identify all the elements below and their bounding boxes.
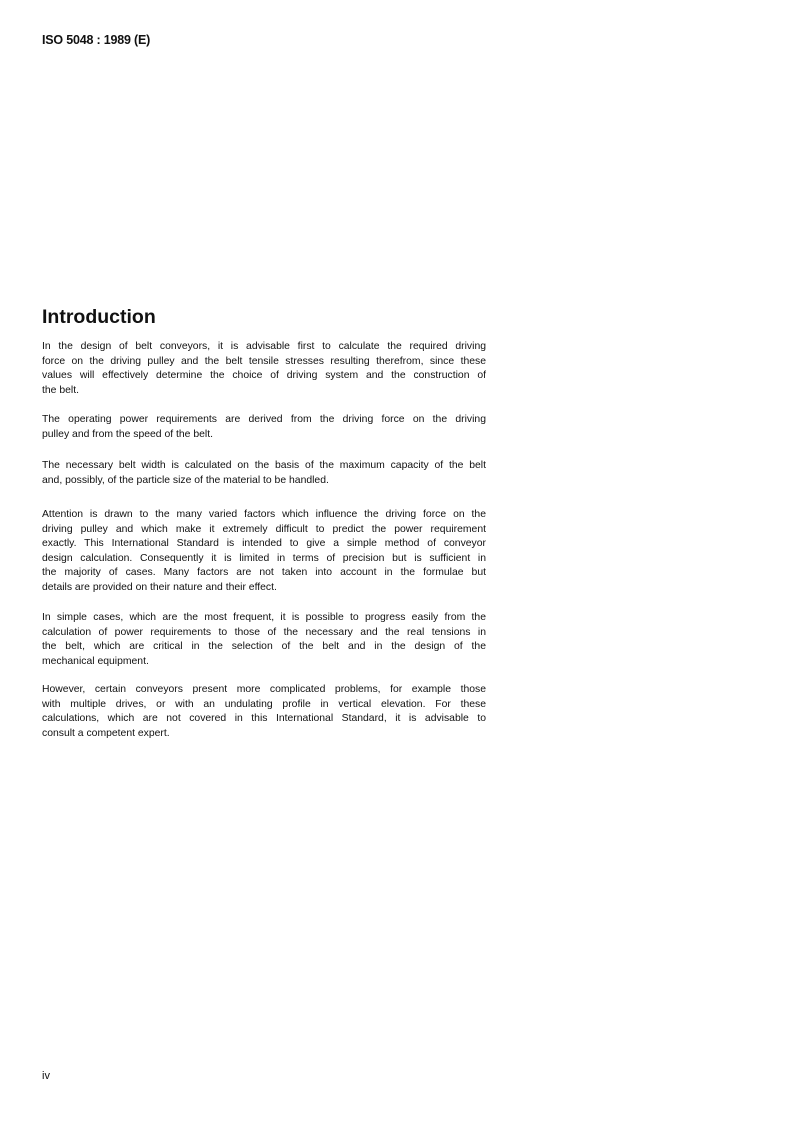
paragraph-line: In the design of belt conveyors, it is advisable first to calculate the required driving [42,341,486,352]
paragraph-line: design calculation. Consequently it is limited in terms of precision but is sufficient in [42,552,486,564]
paragraph [42,508,486,596]
paragraph-line: The necessary belt width is calculated on the basis of the maximum capacity of the belt [42,460,486,471]
paragraph-line: However, certain conveyors present more complicated problems, for example those [42,684,486,695]
paragraph [42,340,486,398]
paragraph-line: the belt. [42,384,79,396]
section-title: Introduction [42,306,156,328]
paragraph-line: calculations, which are not covered in this International Standard, it is advisable to [42,713,486,725]
paragraph-line: pulley and from the speed of the belt. [42,428,213,440]
paragraph-line: driving pulley and which make it extremely difficult to predict the power requirement [42,523,486,535]
paragraph [42,413,486,442]
paragraph-line: Attention is drawn to the many varied factors which influence the driving force on the [42,509,486,520]
paragraph-line: the majority of cases. Many factors are not taken into account in the formulae but [42,567,486,579]
paragraph-line: exactly. This International Standard is intended to give a simple method of conveyor [42,538,486,550]
document-header: ISO 5048 : 1989 (E) [42,33,151,47]
paragraph-line: The operating power requirements are derived from the driving force on the driving [42,414,486,425]
paragraph-line: force on the driving pulley and the belt tensile stresses resulting therefrom, since these [42,355,486,367]
paragraph-line: values will effectively determine the choice of driving system and the construction of [42,370,486,382]
paragraph [42,683,486,741]
paragraph-line: and, possibly, of the particle size of the material to be handled. [42,474,329,486]
paragraph-line: calculation of power requirements to those of the necessary and the real tensions in [42,626,486,638]
paragraph-line: In simple cases, which are the most frequent, it is possible to progress easily from the [42,612,486,623]
paragraph-line: mechanical equipment. [42,655,149,667]
paragraph [42,611,486,669]
page-number: iv [42,1070,50,1082]
paragraph-line: details are provided on their nature and their effect. [42,581,277,593]
paragraph-line: the belt, which are critical in the selection of the belt and in the design of the [42,641,486,653]
paragraph-line: with multiple drives, or with an undulating profile in vertical elevation. For these [42,698,486,710]
paragraph-line: consult a competent expert. [42,727,170,739]
paragraph [42,459,486,488]
